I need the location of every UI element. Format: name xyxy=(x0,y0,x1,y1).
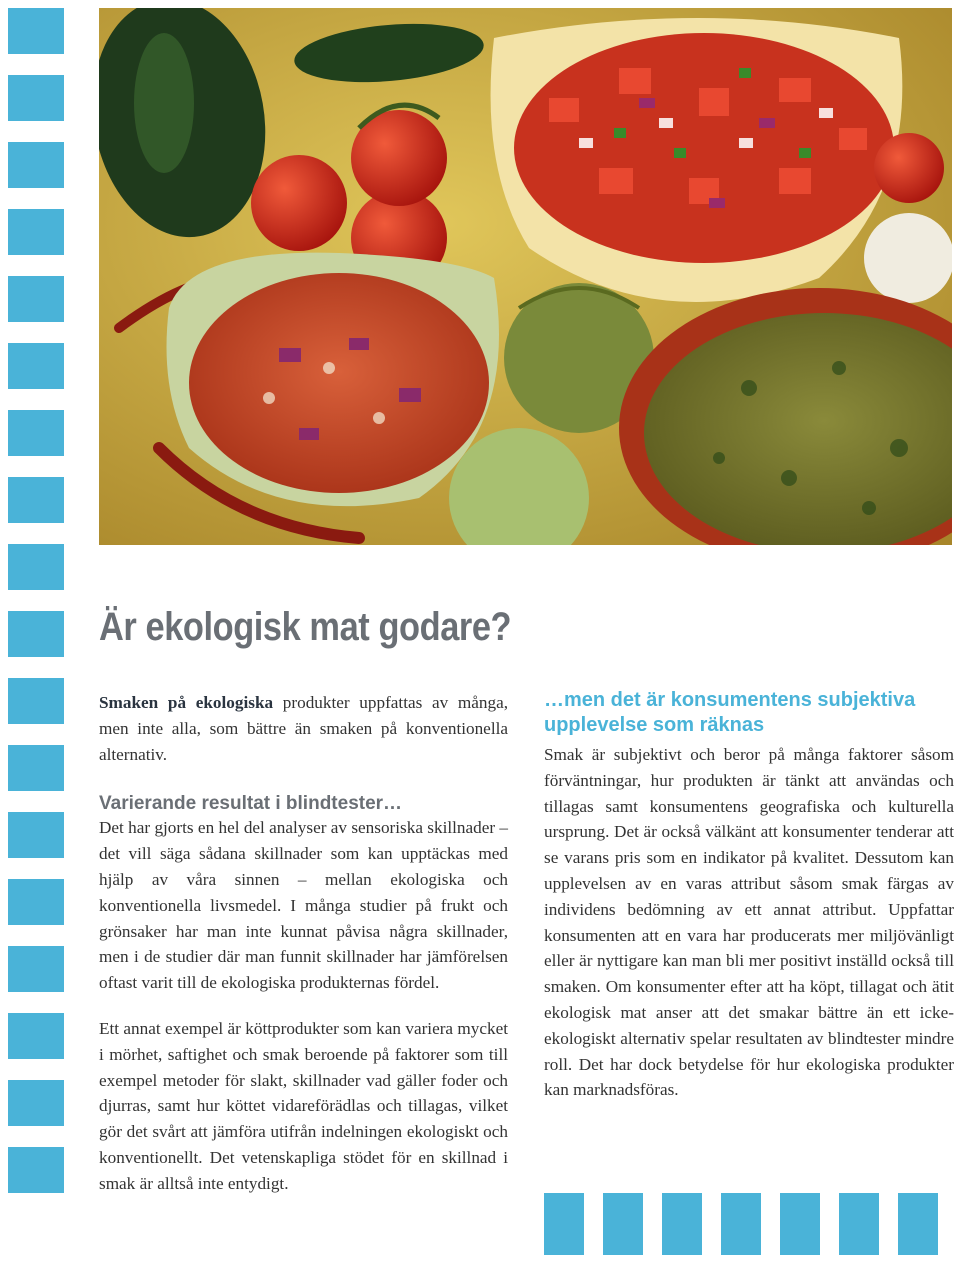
bottom-decorative-strip xyxy=(544,1193,938,1255)
salsa-photo xyxy=(99,8,952,545)
section1-heading: Varierande resultat i blindtester… xyxy=(99,793,403,815)
strip-square xyxy=(8,142,64,188)
strip-square xyxy=(8,745,64,791)
strip-square xyxy=(8,477,64,523)
strip-square xyxy=(8,544,64,590)
strip-square xyxy=(8,209,64,255)
left-decorative-strip xyxy=(8,8,64,1193)
section2-paragraph: Smak är subjektivt och beror på många faktorer såsom förväntningar, hur produkten är tänkt att användas och tillagas samt konsumentens geografiska och kulturella ursprung. Det är också välkänt att konsumenter tenderar att se varans pris som en indikator på kvalitet. Dessutom kan upplevelsen av en varas attribut såsom smak färgas av individens bedömning av ett annat attribut. Uppfattar konsumenten att en vara har producerats mer miljövänligt eller är nyttigare kan man bli mer positivt inställd också till smaken. Om konsumenter efter att ha köpt, tillagat och ätit ekologisk mat anser att det smakar bättre än ett icke-ekologiskt alternativ spelar resultaten av blindtester mindre roll. Det har dock betydelse för hur ekologiska produkter kan marknadsföras. xyxy=(544,745,954,1100)
strip-square xyxy=(8,946,64,992)
lead-paragraph xyxy=(99,690,508,767)
strip-square xyxy=(8,611,64,657)
page-title: Är ekologisk mat godare? xyxy=(99,605,512,649)
strip-square xyxy=(8,276,64,322)
strip-square xyxy=(898,1193,938,1255)
strip-square xyxy=(8,1147,64,1193)
left-column xyxy=(99,690,508,1197)
strip-square xyxy=(780,1193,820,1255)
lead-rest: produkter uppfattas av många, men inte alla, som bättre än smaken på konventionella alternativ. xyxy=(99,693,509,764)
strip-square xyxy=(662,1193,702,1255)
strip-square xyxy=(603,1193,643,1255)
lead-strong: Smaken på ekologiska xyxy=(99,693,274,712)
strip-square xyxy=(8,8,64,54)
strip-square xyxy=(8,1080,64,1126)
section1-paragraph: Det har gjorts en hel del analyser av sensoriska skillnader – det vill säga sådana skillnader som kan upptäckas med hjälp av våra sinnen – mellan ekologiska och konventionella livsmedel. I många studier på frukt och grönsaker har man inte kunnat påvisa några skillnader, men i de studier där man funnit skillnader har jämförelsen oftast varit till de ekologiska produkternas fördel. xyxy=(99,818,508,993)
right-column xyxy=(544,688,954,1103)
section2-heading: …men det är konsumentens subjektiva upplevelse som räknas xyxy=(544,689,916,736)
strip-square xyxy=(721,1193,761,1255)
strip-square xyxy=(8,410,64,456)
strip-square xyxy=(8,879,64,925)
salsa-illustration xyxy=(99,8,952,545)
strip-square xyxy=(544,1193,584,1255)
strip-square xyxy=(8,678,64,724)
section1-paragraph-2: Ett annat exempel är köttprodukter som kan variera mycket i mörhet, saftighet och smak beroende på faktorer som till exempel metoder för slakt, skillnader vad gäller foder och djurras, samt hur köttet vidareförädlas och tillagas, vilket gör det svårt att jämföra utifrån indelningen ekologiskt och konventionellt. Det vetenskapliga stödet för en skillnad i smak är alltså inte entydigt. xyxy=(99,1018,508,1193)
strip-square xyxy=(8,812,64,858)
strip-square xyxy=(839,1193,879,1255)
strip-square xyxy=(8,1013,64,1059)
strip-square xyxy=(8,75,64,121)
strip-square xyxy=(8,343,64,389)
